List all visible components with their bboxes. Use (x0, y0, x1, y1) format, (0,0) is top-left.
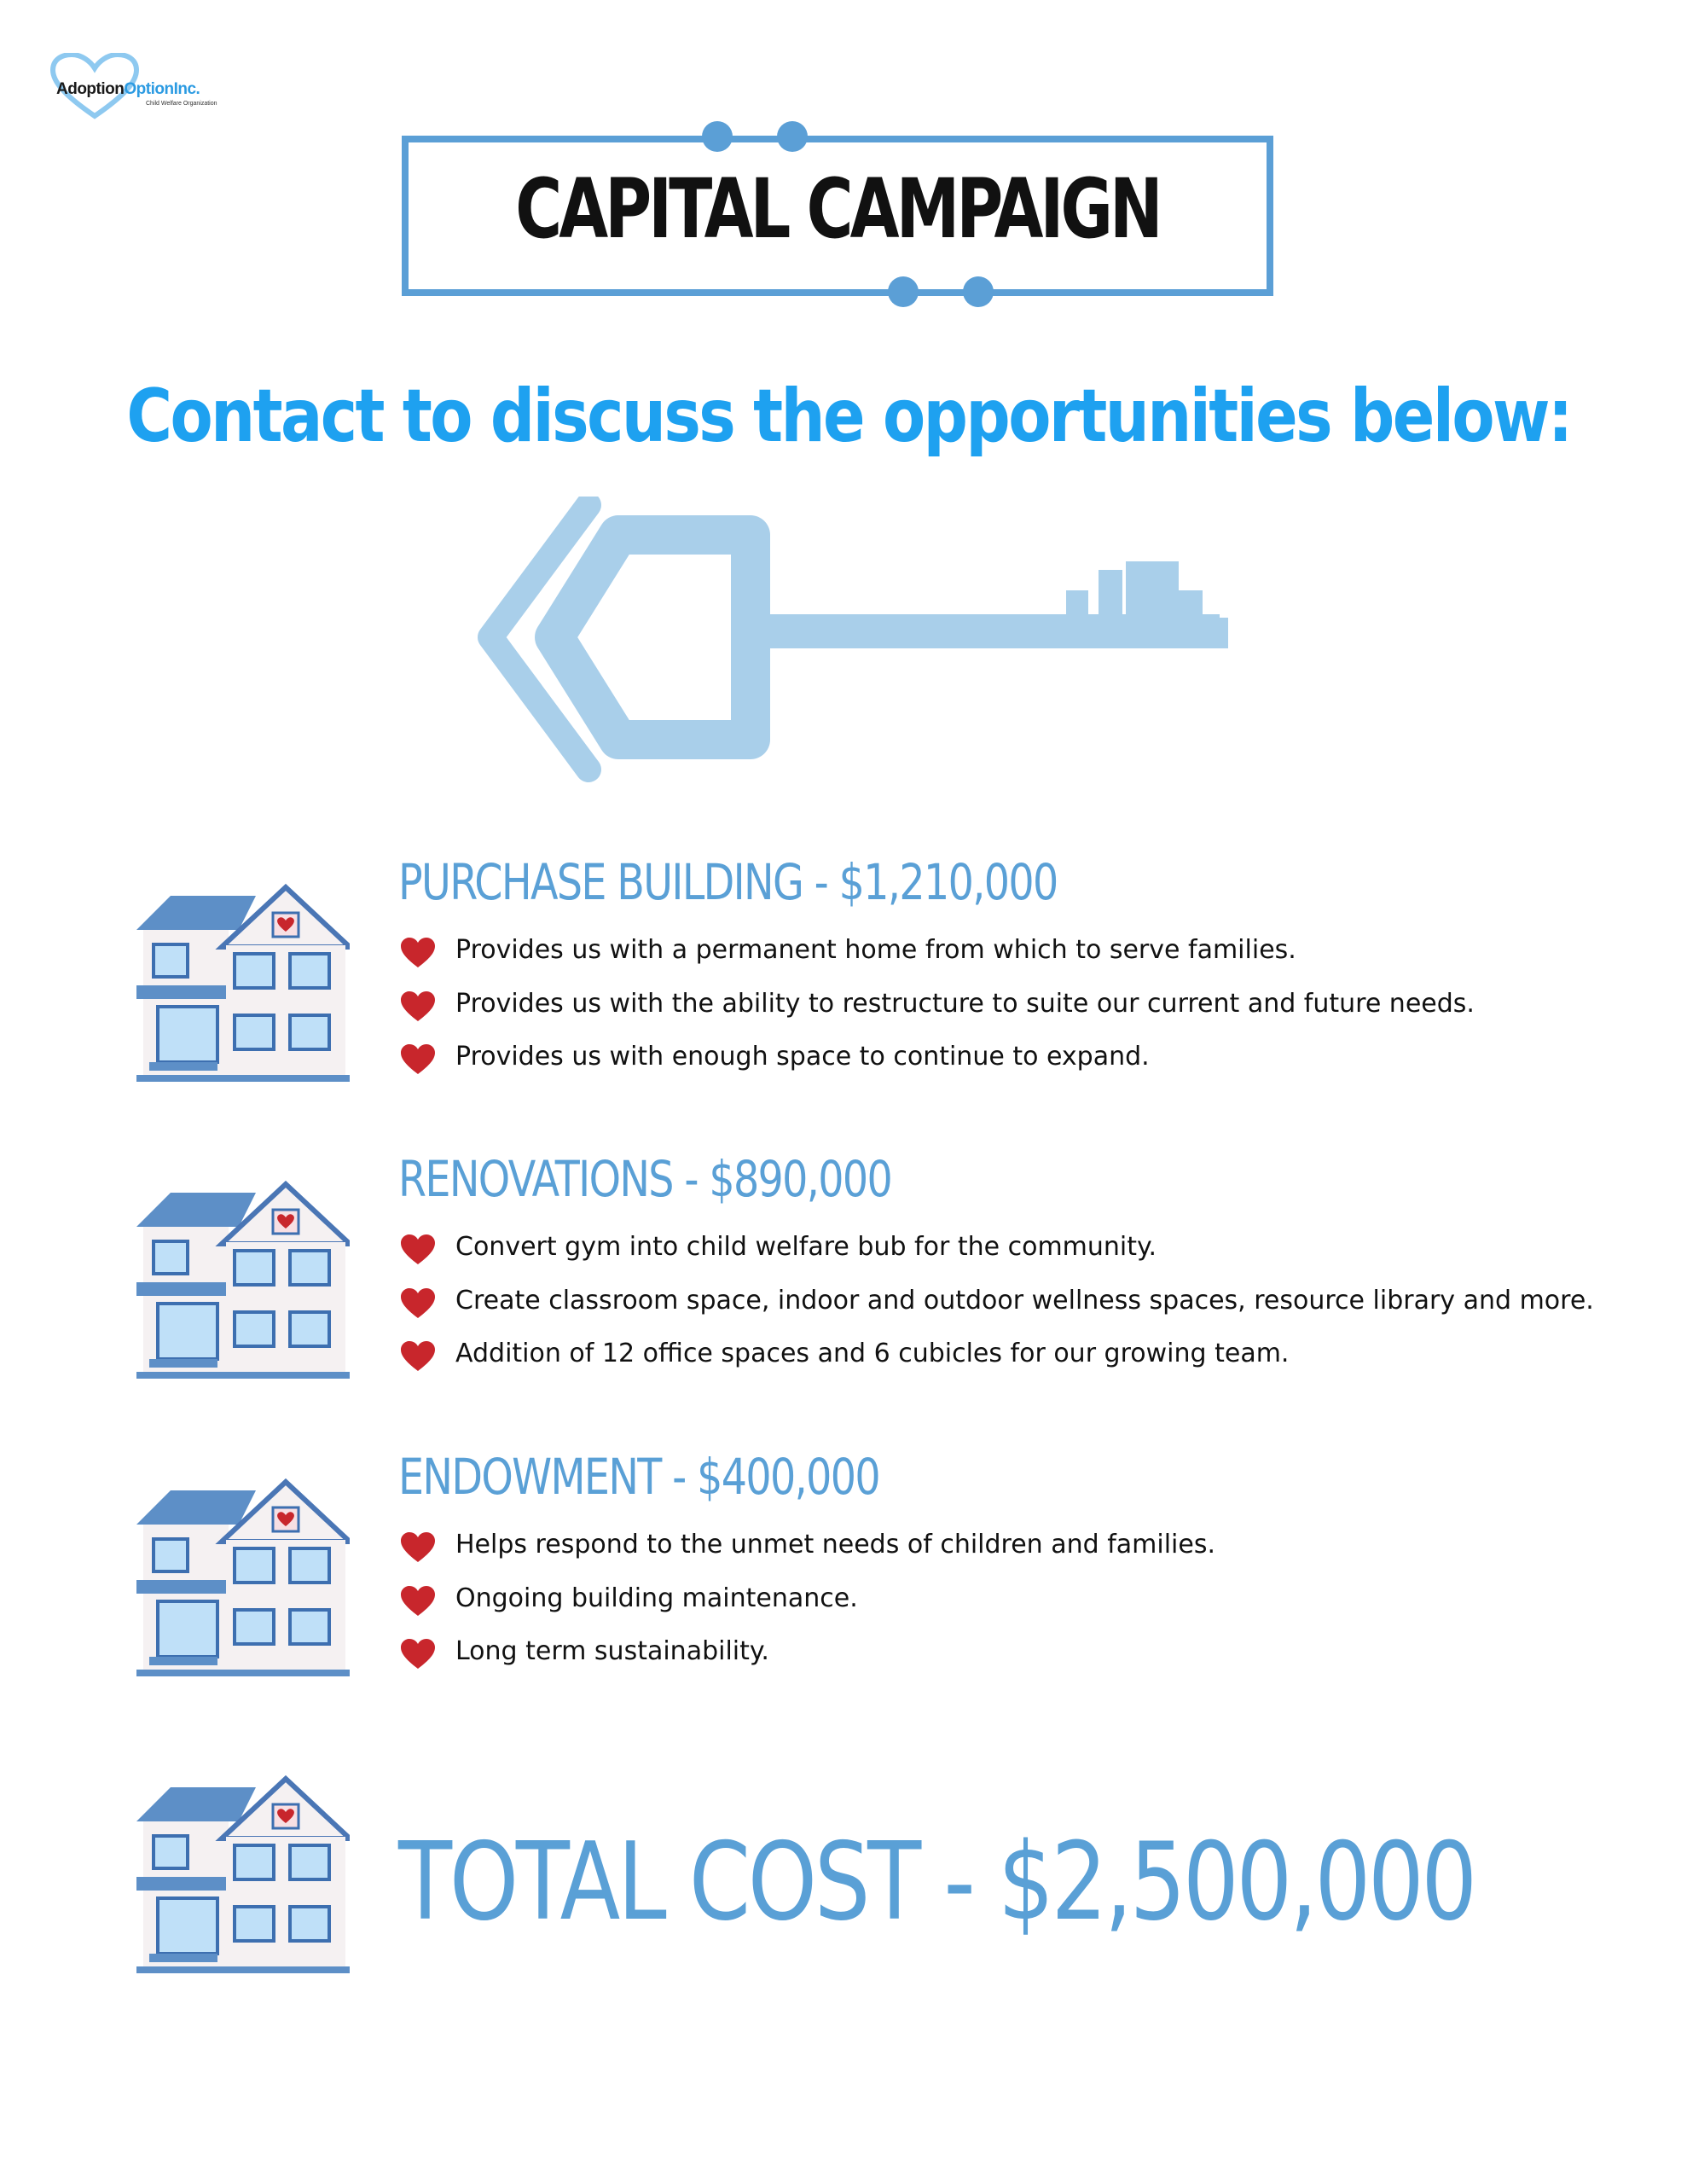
heart-bullet-icon (399, 1340, 437, 1373)
house-icon (136, 1473, 350, 1678)
list-item-text: Provides us with the ability to restructure to suite our current and future needs. (455, 989, 1475, 1019)
list-item-text: Long term sustainability. (455, 1636, 769, 1666)
heart-bullet-icon (399, 1043, 437, 1076)
heart-bullet-icon (399, 937, 437, 969)
frame-dot (963, 276, 994, 307)
list-item-text: Provides us with enough space to continue to expand. (455, 1042, 1150, 1072)
title-frame (402, 136, 1273, 296)
list-item-text: Convert gym into child welfare bub for the community. (455, 1232, 1157, 1262)
heart-bullet-icon (399, 1585, 437, 1618)
page-subtitle: Contact to discuss the opportunities below: (126, 374, 1571, 459)
house-icon (136, 879, 350, 1083)
page-title: CAPITAL CAMPAIGN (515, 161, 1160, 257)
heart-bullet-icon (399, 1638, 437, 1670)
organization-logo (48, 53, 252, 121)
house-icon (136, 1176, 350, 1380)
list-item-text: Create classroom space, indoor and outdoor wellness spaces, resource library and more. (455, 1286, 1594, 1316)
logo-name (56, 80, 200, 99)
section-title: RENOVATIONS - $890,000 (398, 1150, 892, 1208)
list-item-text: Addition of 12 office spaces and 6 cubicles for our growing team. (455, 1339, 1290, 1368)
house-icon (136, 1770, 350, 1975)
list-item-text: Provides us with a permanent home from which to serve families. (455, 935, 1296, 965)
heart-bullet-icon (399, 1531, 437, 1564)
frame-dot (777, 121, 808, 152)
logo-name-part3: Inc. (173, 80, 200, 98)
heart-bullet-icon (399, 1287, 437, 1320)
section-title: PURCHASE BUILDING - $1,210,000 (398, 853, 1058, 911)
logo-name-part2: Option (124, 80, 174, 98)
section-title: ENDOWMENT - $400,000 (398, 1448, 879, 1506)
frame-dot (702, 121, 733, 152)
frame-dot (888, 276, 919, 307)
heart-bullet-icon (399, 1234, 437, 1266)
key-icon (478, 497, 1228, 787)
logo-name-part1: Adoption (56, 80, 125, 98)
heart-bullet-icon (399, 990, 437, 1023)
total-cost: TOTAL COST - $2,500,000 (398, 1819, 1475, 1944)
logo-tagline: Child Welfare Organization (146, 101, 217, 107)
list-item-text: Helps respond to the unmet needs of children and families. (455, 1530, 1216, 1560)
list-item-text: Ongoing building maintenance. (455, 1583, 858, 1613)
